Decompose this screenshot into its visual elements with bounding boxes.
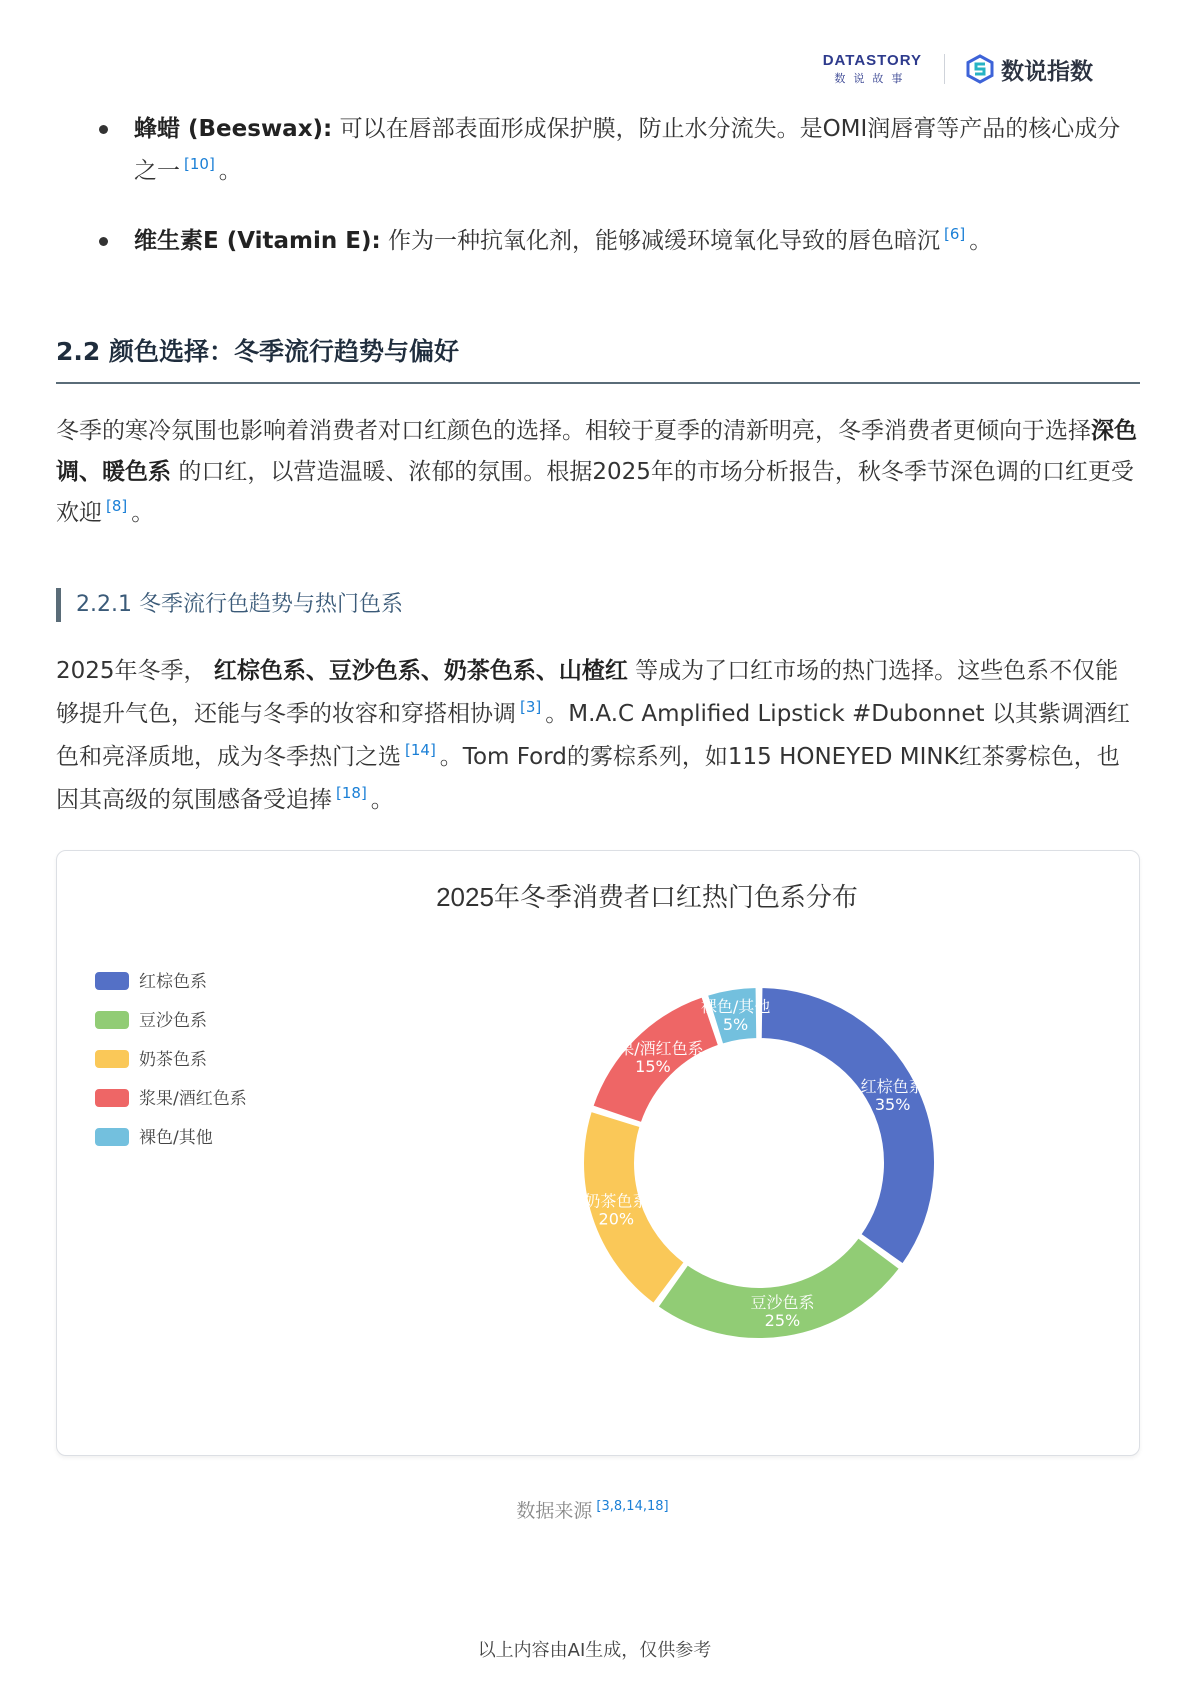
citation-link[interactable]: [14] — [405, 741, 436, 760]
slice-value-label: 15% — [635, 1056, 671, 1076]
citation-link[interactable]: [6] — [944, 225, 966, 244]
legend-swatch[interactable] — [95, 972, 129, 990]
subsection-heading: 2.2.1 冬季流行色趋势与热门色系 — [56, 588, 403, 622]
citation-link[interactable]: [18] — [336, 784, 367, 803]
citation-link[interactable]: [3] — [520, 698, 542, 717]
slice-label: 裸色/其他 — [700, 996, 771, 1016]
page-header — [823, 52, 1093, 86]
list-item — [96, 220, 1136, 262]
slice-value-label: 35% — [874, 1094, 911, 1114]
paragraph-text: 2025年冬季， — [56, 658, 207, 684]
donut-slice[interactable] — [761, 987, 935, 1264]
datastory-logo-en: DATASTORY — [822, 52, 922, 69]
list-item-end: 。 — [969, 228, 993, 254]
citation-link[interactable]: [3,8,14,18] — [596, 1498, 669, 1514]
slice-label: 豆沙色系 — [750, 1293, 815, 1313]
chart-caption — [0, 1496, 1189, 1523]
sszs-logo — [965, 53, 1093, 86]
paragraph-bold: 红棕色系、豆沙色系、奶茶色系、山楂红 — [213, 658, 628, 684]
list-item-end: 。 — [218, 158, 242, 184]
paragraph-end: 。 — [370, 787, 394, 813]
legend-swatch[interactable] — [95, 1011, 129, 1029]
paragraph-text: 等成为了口红市场的热门选择。这些色系不仅能够提升气色，还能与冬季的妆容和穿搭相协调 — [56, 658, 1119, 727]
slice-value-label: 20% — [598, 1209, 635, 1229]
legend-label[interactable]: 浆果/酒红色系 — [139, 1089, 247, 1109]
sszs-logo-icon — [965, 54, 995, 84]
paragraph-end: 。 — [131, 500, 155, 526]
slice-value-label: 25% — [764, 1311, 801, 1331]
chart-card — [56, 850, 1140, 1456]
datastory-logo-zh: 数说故事 — [834, 72, 911, 85]
citation-link[interactable]: [8] — [106, 497, 128, 516]
section-paragraph — [56, 411, 1140, 534]
paragraph-text: 冬季的寒冷氛围也影响着消费者对口红颜色的选择。相较于夏季的清新明亮，冬季消费者更倾向于选择 — [56, 418, 1091, 444]
chart-legend — [95, 972, 247, 1148]
legend-label[interactable]: 奶茶色系 — [139, 1050, 207, 1070]
legend-label[interactable]: 裸色/其他 — [139, 1128, 213, 1148]
chart-title: 2025年冬季消费者口红热门色系分布 — [436, 882, 858, 912]
slice-label: 红棕色系 — [860, 1076, 925, 1096]
paragraph-text: 。M.A.C Amplified Lipstick #Dubonnet 以其紫调酒红色和亮泽质地，成为冬季热门之选 — [56, 701, 1130, 770]
legend-label[interactable]: 豆沙色系 — [139, 1011, 207, 1031]
paragraph-bold: 深色调、暖色系 — [56, 418, 1137, 485]
subsection-paragraph — [56, 650, 1140, 822]
paragraph-text: 。Tom Ford的雾棕系列，如115 HONEYED MINK红茶雾棕色，也因其高级的氛围感备受追捧 — [56, 744, 1120, 813]
slice-label: 浆果/酒红色系 — [602, 1038, 704, 1058]
legend-swatch[interactable] — [95, 1128, 129, 1146]
ingredient-list — [96, 108, 1136, 262]
datastory-logo — [823, 52, 922, 86]
legend-label[interactable]: 红棕色系 — [139, 972, 207, 992]
list-item-term: 蜂蜡 (Beeswax): — [134, 116, 333, 142]
legend-swatch[interactable] — [95, 1089, 129, 1107]
legend-swatch[interactable] — [95, 1050, 129, 1068]
list-item-term: 维生素E (Vitamin E): — [134, 228, 381, 254]
slice-label: 奶茶色系 — [584, 1191, 649, 1211]
donut-chart — [57, 851, 1139, 1455]
footer-disclaimer: 以上内容由AI生成，仅供参考 — [477, 1640, 712, 1661]
header-divider — [944, 54, 945, 84]
list-item — [96, 108, 1136, 192]
list-item-text: 作为一种抗氧化剂，能够减缓环境氧化导致的唇色暗沉 — [388, 228, 940, 254]
caption-text: 数据来源 — [516, 1500, 593, 1522]
slice-value-label: 5% — [722, 1014, 749, 1034]
section-heading: 2.2 颜色选择：冬季流行趋势与偏好 — [56, 332, 1140, 384]
sszs-logo-text: 数说指数 — [1001, 58, 1093, 85]
paragraph-text: 的口红，以营造温暖、浓郁的氛围。根据2025年的市场分析报告，秋冬季节深色调的口红更受欢迎 — [56, 459, 1134, 526]
citation-link[interactable]: [10] — [184, 155, 215, 174]
list-item-text: 可以在唇部表面形成保护膜，防止水分流失。是OMI润唇膏等产品的核心成分之一 — [134, 116, 1121, 184]
